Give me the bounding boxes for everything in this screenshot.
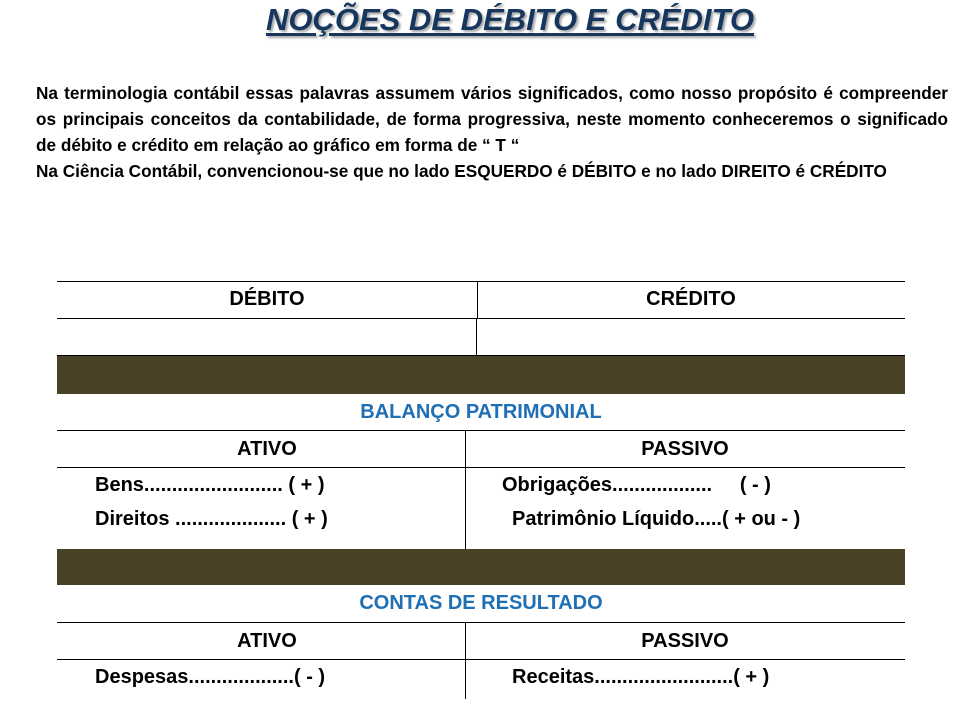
resultado-heading: CONTAS DE RESULTADO bbox=[57, 585, 905, 623]
credito-header: CRÉDITO bbox=[646, 288, 736, 310]
balanco-passivo-item-obrigacoes: Obrigações.................. ( - ) bbox=[502, 474, 771, 496]
debito-header: DÉBITO bbox=[229, 288, 305, 310]
resultado-entries bbox=[57, 660, 905, 699]
column-divider bbox=[476, 319, 477, 355]
balanco-ativo-item-direitos: Direitos .................... ( + ) bbox=[95, 508, 328, 530]
separator-band bbox=[57, 356, 905, 394]
column-divider bbox=[465, 660, 466, 699]
balanco-heading: BALANÇO PATRIMONIAL bbox=[57, 394, 905, 431]
t-account-empty-row bbox=[57, 319, 905, 356]
resultado-passivo-item-receitas: Receitas.........................( + ) bbox=[512, 666, 770, 688]
t-account-table bbox=[57, 281, 905, 699]
balanco-ativo-header: ATIVO bbox=[237, 437, 297, 460]
intro-paragraph-2: Na Ciência Contábil, convencionou-se que no lado ESQUERDO é DÉBITO e no lado DIREITO é CRÉDITO bbox=[36, 161, 887, 181]
intro-paragraph-1: Na terminologia contábil essas palavras assumem vários significados, como nosso propósito é compreender os principais conceitos da contabilidade, de forma progressiva, neste momento conheceremos o significado de débito e crédito em relação ao gráfico em forma de “ T “ bbox=[36, 83, 948, 155]
balanco-entries bbox=[57, 468, 905, 549]
separator-band bbox=[57, 549, 905, 585]
resultado-passivo-header: PASSIVO bbox=[641, 629, 729, 652]
resultado-ativo-header: ATIVO bbox=[237, 629, 297, 652]
resultado-header-row bbox=[57, 623, 905, 660]
intro-text bbox=[36, 80, 948, 184]
balanco-ativo-item-bens: Bens......................... ( + ) bbox=[95, 474, 325, 496]
balanco-passivo-header: PASSIVO bbox=[641, 437, 729, 460]
t-account-header-row bbox=[57, 281, 905, 319]
balanco-passivo-item-patrimonio: Patrimônio Líquido.....( + ou - ) bbox=[512, 508, 801, 530]
balanco-header-row bbox=[57, 431, 905, 468]
resultado-ativo-item-despesas: Despesas...................( - ) bbox=[95, 666, 326, 688]
column-divider bbox=[465, 468, 466, 549]
page-title: NOÇÕES DE DÉBITO E CRÉDITO bbox=[265, 2, 755, 37]
